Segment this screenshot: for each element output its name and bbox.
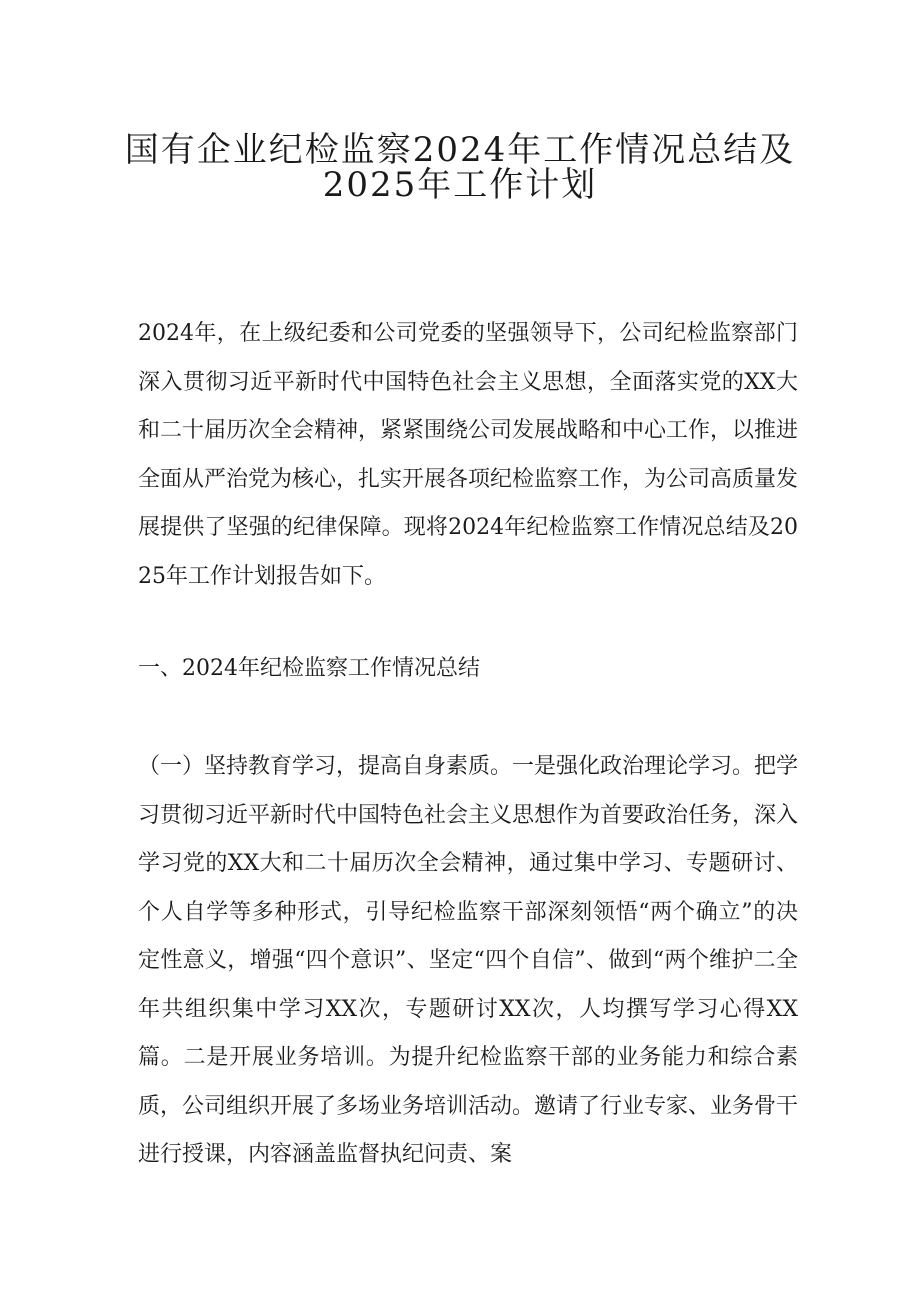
intro-paragraph: 2024年，在上级纪委和公司党委的坚强领导下，公司纪检监察部门深入贯彻习近平新时代中国特色社会主义思想，全面落实党的XX大和二十届历次全会精神，紧紧围绕公司发展战略和中心工作，以推进全面从严治党为核心，扎实开展各项纪检监察工作，为公司高质量发展提供了坚强的纪律保障。现将2024年纪检监察工作情况总结及2025年工作计划报告如下。 (138, 321, 799, 589)
document-title-line2: 2025年工作计划 (322, 165, 598, 205)
document-title-line1: 国有企业纪检监察2024年工作情况总结及 (124, 130, 796, 170)
section-heading: 一、2024年纪检监察工作情况总结 (138, 656, 480, 681)
section1-paragraph: （一）坚持教育学习，提高自身素质。一是强化政治理论学习。把学习贯彻习近平新时代中国特色社会主义思想作为首要政治任务，深入学习党的XX大和二十届历次全会精神，通过集中学习、专题研讨、个人自学等多种形式，引导纪检监察干部深刻领悟“两个确立”的决定性意义，增强“四个意识”、坚定“四个自信”、做到“两个维护二全年共组织集中学习XX次，专题研讨XX次，人均撰写学习心得XX篇。二是开展业务培训。为提升纪检监察干部的业务能力和综合素质，公司组织开展了多场业务培训活动。邀请了行业专家、业务骨干进行授课，内容涵盖监督执纪问责、案 (138, 754, 799, 1167)
